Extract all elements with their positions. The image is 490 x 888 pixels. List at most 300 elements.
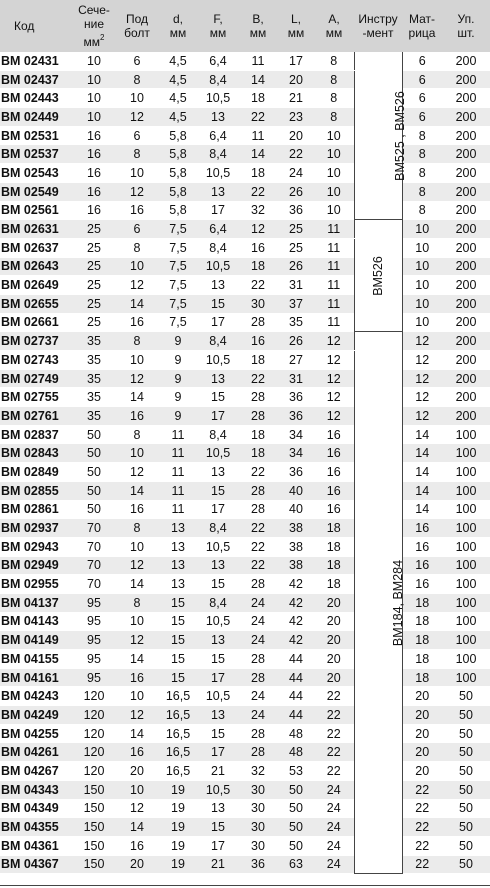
cell-b: 22 bbox=[238, 519, 278, 538]
cell-section: 10 bbox=[72, 70, 116, 89]
cell-section: 25 bbox=[72, 257, 116, 276]
cell-l: 38 bbox=[278, 537, 314, 556]
cell-b: 30 bbox=[238, 780, 278, 799]
cell-l: 31 bbox=[278, 276, 314, 295]
table-row bbox=[0, 818, 490, 837]
cell-l: 20 bbox=[278, 70, 314, 89]
cell-section: 150 bbox=[72, 818, 116, 837]
cell-pack: 50 bbox=[442, 818, 490, 837]
cell-section: 120 bbox=[72, 762, 116, 781]
cell-pack: 200 bbox=[442, 126, 490, 145]
cell-b: 24 bbox=[238, 687, 278, 706]
table-body bbox=[0, 52, 490, 874]
cell-bolt: 20 bbox=[116, 762, 158, 781]
cell-l: 48 bbox=[278, 743, 314, 762]
cell-f: 8,4 bbox=[198, 70, 238, 89]
cell-section: 95 bbox=[72, 650, 116, 669]
cell-b: 18 bbox=[238, 351, 278, 370]
cell-die: 14 bbox=[402, 500, 442, 519]
tool-group-cell bbox=[354, 52, 407, 220]
cell-l: 36 bbox=[278, 463, 314, 482]
cell-section: 95 bbox=[72, 612, 116, 631]
cell-pack: 50 bbox=[442, 780, 490, 799]
cell-code: ВМ 04343 bbox=[0, 780, 72, 799]
cell-pack: 50 bbox=[442, 855, 490, 874]
cell-bolt: 8 bbox=[116, 332, 158, 351]
cell-section: 25 bbox=[72, 220, 116, 239]
cell-l: 63 bbox=[278, 855, 314, 874]
cell-section: 120 bbox=[72, 687, 116, 706]
cell-pack: 200 bbox=[442, 313, 490, 332]
tool-group-label: ВМ184, ВМ284 bbox=[390, 559, 405, 646]
cell-bolt: 10 bbox=[116, 89, 158, 108]
header-pack: Уп. шт. bbox=[442, 0, 490, 52]
cell-b: 22 bbox=[238, 537, 278, 556]
cell-f: 15 bbox=[198, 650, 238, 669]
cell-code: ВМ 02755 bbox=[0, 388, 72, 407]
cell-l: 31 bbox=[278, 369, 314, 388]
cell-a: 11 bbox=[314, 276, 354, 295]
table-row bbox=[0, 650, 490, 669]
cell-die: 8 bbox=[402, 126, 442, 145]
cell-d: 15 bbox=[158, 612, 198, 631]
cell-code: ВМ 02437 bbox=[0, 70, 72, 89]
cell-l: 25 bbox=[278, 238, 314, 257]
cell-b: 14 bbox=[238, 145, 278, 164]
cell-a: 10 bbox=[314, 201, 354, 220]
cell-die: 14 bbox=[402, 425, 442, 444]
table-row bbox=[0, 556, 490, 575]
tool-group-cell bbox=[354, 332, 405, 874]
cell-a: 16 bbox=[314, 425, 354, 444]
cell-a: 22 bbox=[314, 743, 354, 762]
cell-section: 70 bbox=[72, 575, 116, 594]
cell-a: 24 bbox=[314, 780, 354, 799]
cell-d: 16,5 bbox=[158, 743, 198, 762]
cell-d: 7,5 bbox=[158, 257, 198, 276]
cell-die: 6 bbox=[402, 52, 442, 70]
cell-f: 13 bbox=[198, 799, 238, 818]
cell-d: 11 bbox=[158, 463, 198, 482]
cell-a: 20 bbox=[314, 631, 354, 650]
cell-pack: 200 bbox=[442, 276, 490, 295]
cell-pack: 200 bbox=[442, 388, 490, 407]
cell-l: 25 bbox=[278, 220, 314, 239]
cell-f: 17 bbox=[198, 743, 238, 762]
cell-f: 13 bbox=[198, 369, 238, 388]
cell-code: ВМ 02837 bbox=[0, 425, 72, 444]
cell-a: 11 bbox=[314, 257, 354, 276]
cell-section: 35 bbox=[72, 407, 116, 426]
cell-f: 21 bbox=[198, 855, 238, 874]
cell-pack: 100 bbox=[442, 463, 490, 482]
cell-d: 9 bbox=[158, 369, 198, 388]
header-a: A, мм bbox=[314, 0, 354, 52]
table-row bbox=[0, 145, 490, 164]
cell-code: ВМ 02761 bbox=[0, 407, 72, 426]
cell-die: 16 bbox=[402, 556, 442, 575]
cell-a: 24 bbox=[314, 799, 354, 818]
cell-a: 22 bbox=[314, 706, 354, 725]
table-row bbox=[0, 201, 490, 220]
table-row bbox=[0, 631, 490, 650]
table-row bbox=[0, 836, 490, 855]
cell-f: 17 bbox=[198, 500, 238, 519]
cell-bolt: 12 bbox=[116, 369, 158, 388]
cell-l: 36 bbox=[278, 388, 314, 407]
cell-a: 11 bbox=[314, 220, 354, 239]
cell-f: 10,5 bbox=[198, 537, 238, 556]
cell-code: ВМ 04155 bbox=[0, 650, 72, 669]
cell-l: 42 bbox=[278, 612, 314, 631]
table-row bbox=[0, 425, 490, 444]
cell-pack: 100 bbox=[442, 631, 490, 650]
cell-a: 16 bbox=[314, 444, 354, 463]
cell-pack: 200 bbox=[442, 145, 490, 164]
cell-d: 4,5 bbox=[158, 89, 198, 108]
cell-d: 5,8 bbox=[158, 164, 198, 183]
cell-bolt: 10 bbox=[116, 164, 158, 183]
table-row bbox=[0, 220, 490, 239]
cell-pack: 50 bbox=[442, 724, 490, 743]
cell-l: 20 bbox=[278, 126, 314, 145]
cell-bolt: 10 bbox=[116, 780, 158, 799]
cell-pack: 50 bbox=[442, 687, 490, 706]
cell-a: 10 bbox=[314, 182, 354, 201]
cell-pack: 100 bbox=[442, 575, 490, 594]
cell-l: 53 bbox=[278, 762, 314, 781]
cell-die: 14 bbox=[402, 444, 442, 463]
cell-a: 12 bbox=[314, 351, 354, 370]
cell-d: 4,5 bbox=[158, 108, 198, 127]
cell-b: 24 bbox=[238, 593, 278, 612]
cell-a: 11 bbox=[314, 294, 354, 313]
cell-die: 10 bbox=[402, 276, 442, 295]
cell-d: 4,5 bbox=[158, 70, 198, 89]
cell-d: 4,5 bbox=[158, 52, 198, 70]
cell-l: 44 bbox=[278, 650, 314, 669]
cell-l: 24 bbox=[278, 164, 314, 183]
cell-bolt: 12 bbox=[116, 556, 158, 575]
cell-a: 8 bbox=[314, 108, 354, 127]
cell-f: 15 bbox=[198, 294, 238, 313]
header-b: B, мм bbox=[238, 0, 278, 52]
bottom-rule bbox=[0, 885, 490, 886]
cell-section: 10 bbox=[72, 89, 116, 108]
cell-d: 16,5 bbox=[158, 762, 198, 781]
table-row bbox=[0, 668, 490, 687]
cell-pack: 100 bbox=[442, 593, 490, 612]
cell-d: 7,5 bbox=[158, 294, 198, 313]
cell-l: 44 bbox=[278, 668, 314, 687]
cell-code: ВМ 02543 bbox=[0, 164, 72, 183]
cell-section: 10 bbox=[72, 52, 116, 70]
cell-bolt: 16 bbox=[116, 836, 158, 855]
cell-code: ВМ 02643 bbox=[0, 257, 72, 276]
cell-l: 26 bbox=[278, 332, 314, 351]
cell-code: ВМ 02849 bbox=[0, 463, 72, 482]
cell-bolt: 8 bbox=[116, 519, 158, 538]
cell-pack: 200 bbox=[442, 238, 490, 257]
cell-section: 35 bbox=[72, 351, 116, 370]
cell-section: 16 bbox=[72, 201, 116, 220]
cell-f: 10,5 bbox=[198, 89, 238, 108]
cell-l: 26 bbox=[278, 257, 314, 276]
cell-die: 16 bbox=[402, 537, 442, 556]
cell-section: 150 bbox=[72, 855, 116, 874]
cell-bolt: 8 bbox=[116, 145, 158, 164]
cell-code: ВМ 04349 bbox=[0, 799, 72, 818]
cell-bolt: 14 bbox=[116, 388, 158, 407]
cell-section: 25 bbox=[72, 294, 116, 313]
cell-die: 8 bbox=[402, 182, 442, 201]
table-row bbox=[0, 780, 490, 799]
cell-d: 19 bbox=[158, 855, 198, 874]
cell-code: ВМ 04137 bbox=[0, 593, 72, 612]
cell-a: 8 bbox=[314, 70, 354, 89]
cell-pack: 200 bbox=[442, 52, 490, 70]
table-row bbox=[0, 407, 490, 426]
header-tool: Инстру -мент bbox=[354, 0, 402, 52]
cell-bolt: 16 bbox=[116, 500, 158, 519]
cell-b: 32 bbox=[238, 762, 278, 781]
cell-d: 7,5 bbox=[158, 276, 198, 295]
cell-die: 18 bbox=[402, 631, 442, 650]
cell-f: 10,5 bbox=[198, 351, 238, 370]
cell-pack: 200 bbox=[442, 294, 490, 313]
cell-b: 16 bbox=[238, 332, 278, 351]
cell-a: 11 bbox=[314, 313, 354, 332]
cell-section: 150 bbox=[72, 836, 116, 855]
cell-l: 42 bbox=[278, 575, 314, 594]
table-row bbox=[0, 126, 490, 145]
cell-d: 5,8 bbox=[158, 145, 198, 164]
cell-bolt: 16 bbox=[116, 313, 158, 332]
table-row bbox=[0, 743, 490, 762]
cell-f: 10,5 bbox=[198, 257, 238, 276]
cell-pack: 100 bbox=[442, 444, 490, 463]
cell-section: 120 bbox=[72, 724, 116, 743]
cell-pack: 100 bbox=[442, 556, 490, 575]
cell-section: 16 bbox=[72, 145, 116, 164]
cell-section: 25 bbox=[72, 238, 116, 257]
cell-a: 22 bbox=[314, 687, 354, 706]
cell-d: 16,5 bbox=[158, 687, 198, 706]
cell-l: 48 bbox=[278, 724, 314, 743]
cell-section: 16 bbox=[72, 182, 116, 201]
cell-section: 16 bbox=[72, 126, 116, 145]
cell-die: 6 bbox=[402, 108, 442, 127]
tool-group-cell bbox=[354, 220, 402, 332]
cell-l: 26 bbox=[278, 182, 314, 201]
cell-die: 22 bbox=[402, 780, 442, 799]
cell-f: 8,4 bbox=[198, 145, 238, 164]
cell-b: 28 bbox=[238, 575, 278, 594]
cell-bolt: 16 bbox=[116, 668, 158, 687]
cell-f: 17 bbox=[198, 668, 238, 687]
cell-l: 44 bbox=[278, 687, 314, 706]
cell-die: 18 bbox=[402, 612, 442, 631]
cell-l: 21 bbox=[278, 89, 314, 108]
cell-f: 17 bbox=[198, 407, 238, 426]
cell-l: 38 bbox=[278, 556, 314, 575]
cell-section: 70 bbox=[72, 519, 116, 538]
cell-b: 30 bbox=[238, 294, 278, 313]
cell-bolt: 10 bbox=[116, 537, 158, 556]
table-row bbox=[0, 52, 490, 70]
cell-pack: 200 bbox=[442, 332, 490, 351]
table-row bbox=[0, 519, 490, 538]
cell-section: 70 bbox=[72, 537, 116, 556]
cell-die: 18 bbox=[402, 593, 442, 612]
cell-b: 24 bbox=[238, 612, 278, 631]
cell-b: 11 bbox=[238, 52, 278, 70]
cell-bolt: 12 bbox=[116, 631, 158, 650]
cell-b: 28 bbox=[238, 743, 278, 762]
cell-code: ВМ 02843 bbox=[0, 444, 72, 463]
cell-d: 19 bbox=[158, 836, 198, 855]
cell-pack: 200 bbox=[442, 201, 490, 220]
cell-l: 22 bbox=[278, 145, 314, 164]
cell-d: 16,5 bbox=[158, 724, 198, 743]
cell-bolt: 14 bbox=[116, 294, 158, 313]
cell-pack: 50 bbox=[442, 743, 490, 762]
cell-die: 12 bbox=[402, 369, 442, 388]
cell-f: 15 bbox=[198, 481, 238, 500]
table-row bbox=[0, 593, 490, 612]
cell-a: 10 bbox=[314, 126, 354, 145]
cell-d: 11 bbox=[158, 481, 198, 500]
cell-pack: 100 bbox=[442, 500, 490, 519]
cell-a: 8 bbox=[314, 89, 354, 108]
cell-b: 24 bbox=[238, 631, 278, 650]
cell-b: 32 bbox=[238, 201, 278, 220]
cell-d: 11 bbox=[158, 500, 198, 519]
cell-a: 8 bbox=[314, 52, 354, 70]
cell-pack: 50 bbox=[442, 799, 490, 818]
cell-bolt: 14 bbox=[116, 650, 158, 669]
cell-pack: 100 bbox=[442, 668, 490, 687]
cell-section: 50 bbox=[72, 481, 116, 500]
cell-bolt: 14 bbox=[116, 724, 158, 743]
cell-bolt: 12 bbox=[116, 463, 158, 482]
cell-d: 9 bbox=[158, 332, 198, 351]
cell-die: 20 bbox=[402, 762, 442, 781]
cell-die: 6 bbox=[402, 70, 442, 89]
cell-die: 12 bbox=[402, 351, 442, 370]
cell-l: 27 bbox=[278, 351, 314, 370]
cell-pack: 200 bbox=[442, 70, 490, 89]
cell-section: 95 bbox=[72, 668, 116, 687]
cell-section: 50 bbox=[72, 425, 116, 444]
cell-l: 23 bbox=[278, 108, 314, 127]
cell-b: 36 bbox=[238, 855, 278, 874]
cell-die: 10 bbox=[402, 257, 442, 276]
cell-b: 18 bbox=[238, 89, 278, 108]
cell-f: 13 bbox=[198, 108, 238, 127]
cell-pack: 100 bbox=[442, 612, 490, 631]
header-f: F, мм bbox=[198, 0, 238, 52]
cell-bolt: 6 bbox=[116, 220, 158, 239]
table-row bbox=[0, 463, 490, 482]
table-row bbox=[0, 108, 490, 127]
cell-code: ВМ 02749 bbox=[0, 369, 72, 388]
cell-section: 150 bbox=[72, 799, 116, 818]
cell-pack: 200 bbox=[442, 220, 490, 239]
header-row bbox=[0, 0, 490, 52]
cell-code: ВМ 02855 bbox=[0, 481, 72, 500]
cell-bolt: 6 bbox=[116, 126, 158, 145]
cell-a: 16 bbox=[314, 481, 354, 500]
cell-bolt: 10 bbox=[116, 612, 158, 631]
cell-b: 28 bbox=[238, 668, 278, 687]
cell-die: 10 bbox=[402, 220, 442, 239]
table-row bbox=[0, 164, 490, 183]
cell-f: 10,5 bbox=[198, 164, 238, 183]
cell-section: 95 bbox=[72, 631, 116, 650]
table-row bbox=[0, 799, 490, 818]
cell-section: 50 bbox=[72, 463, 116, 482]
cell-die: 22 bbox=[402, 818, 442, 837]
table-row bbox=[0, 612, 490, 631]
cell-die: 18 bbox=[402, 650, 442, 669]
cell-bolt: 8 bbox=[116, 593, 158, 612]
cell-f: 10,5 bbox=[198, 444, 238, 463]
cell-l: 50 bbox=[278, 799, 314, 818]
cell-die: 14 bbox=[402, 463, 442, 482]
cell-code: ВМ 02949 bbox=[0, 556, 72, 575]
cell-pack: 200 bbox=[442, 351, 490, 370]
cell-l: 42 bbox=[278, 593, 314, 612]
cell-d: 19 bbox=[158, 818, 198, 837]
cell-b: 28 bbox=[238, 724, 278, 743]
cell-f: 13 bbox=[198, 706, 238, 725]
cell-f: 8,4 bbox=[198, 593, 238, 612]
cell-pack: 100 bbox=[442, 425, 490, 444]
cell-a: 20 bbox=[314, 593, 354, 612]
cell-b: 16 bbox=[238, 238, 278, 257]
cell-d: 7,5 bbox=[158, 220, 198, 239]
table-row bbox=[0, 444, 490, 463]
cell-section: 16 bbox=[72, 164, 116, 183]
cell-code: ВМ 04249 bbox=[0, 706, 72, 725]
cell-l: 50 bbox=[278, 780, 314, 799]
table-row bbox=[0, 182, 490, 201]
cell-a: 16 bbox=[314, 500, 354, 519]
cell-pack: 200 bbox=[442, 407, 490, 426]
table-row bbox=[0, 276, 490, 295]
cell-die: 12 bbox=[402, 407, 442, 426]
cell-b: 22 bbox=[238, 182, 278, 201]
cell-l: 38 bbox=[278, 519, 314, 538]
cell-a: 18 bbox=[314, 537, 354, 556]
cell-die: 20 bbox=[402, 687, 442, 706]
cell-bolt: 14 bbox=[116, 575, 158, 594]
cell-section: 35 bbox=[72, 369, 116, 388]
cell-b: 28 bbox=[238, 650, 278, 669]
cell-l: 40 bbox=[278, 481, 314, 500]
cell-die: 22 bbox=[402, 799, 442, 818]
cell-pack: 100 bbox=[442, 537, 490, 556]
cell-die: 10 bbox=[402, 238, 442, 257]
table-row bbox=[0, 762, 490, 781]
cell-f: 6,4 bbox=[198, 126, 238, 145]
cell-pack: 200 bbox=[442, 257, 490, 276]
cell-a: 22 bbox=[314, 724, 354, 743]
table-row bbox=[0, 575, 490, 594]
cell-die: 20 bbox=[402, 743, 442, 762]
cell-bolt: 16 bbox=[116, 201, 158, 220]
